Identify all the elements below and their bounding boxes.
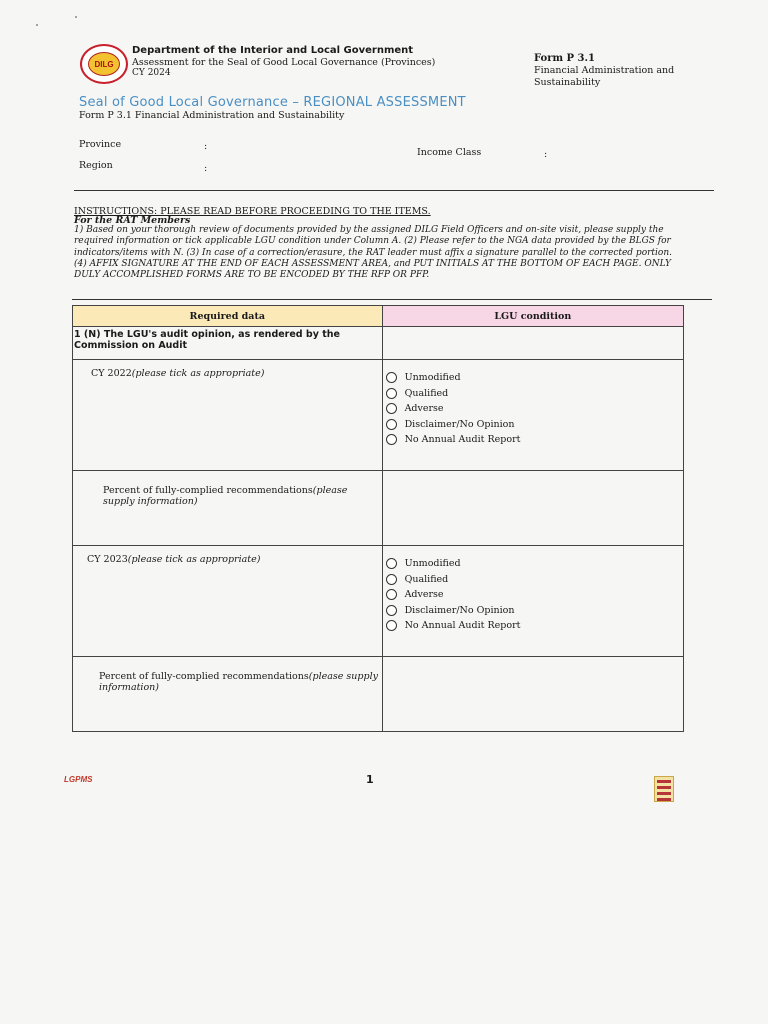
column-header-required-data: Required data — [73, 306, 383, 327]
option-no-report-2022[interactable] — [386, 432, 683, 448]
lgpms-logo: LGPMS — [64, 775, 93, 784]
assessment-year: CY 2024 — [132, 68, 171, 78]
radio-button[interactable] — [386, 388, 397, 399]
option-disclaimer-2023[interactable] — [386, 603, 683, 619]
radio-button[interactable] — [386, 605, 397, 616]
income-class-field[interactable] — [554, 147, 684, 161]
column-header-lgu-condition: LGU condition — [382, 306, 683, 327]
scan-speck — [36, 24, 38, 26]
page-number: 1 — [366, 773, 374, 786]
option-adverse-2023[interactable] — [386, 587, 683, 603]
province-field[interactable] — [214, 140, 394, 154]
option-label: Disclaimer/No Opinion — [404, 418, 515, 430]
instructions-body: 1) Based on your thorough review of documents provided by the assigned DILG Field Officers and on-site visit, please supply the required information or tick applicable LGU condition under Column A. (2) Please refer to the NGA data provided by the BLGS for indicators/items with N. (3) In case of a correction/erasure, the RAT leader must affix a signature parallel to the corrected portion. (4) AFFIX SIGNATURE AT THE END OF EACH ASSESSMENT AREA, and PUT INITIALS AT THE BOTTOM OF EACH PAGE. ONLY DULY ACCOMPLISHED FORMS ARE TO BE ENCODED BY THE RFP OR PFP. — [74, 225, 672, 281]
radio-button[interactable] — [386, 419, 397, 430]
option-label: No Annual Audit Report — [404, 434, 521, 446]
assessment-table — [72, 305, 684, 732]
option-label: Qualified — [404, 573, 449, 585]
province-label: Province — [79, 139, 122, 150]
radio-button[interactable] — [386, 403, 397, 414]
option-label: Disclaimer/No Opinion — [404, 604, 515, 616]
cy-2023-options — [383, 546, 683, 634]
item-title: 1 (N) The LGU's audit opinion, as rendered by the Commission on Audit — [73, 327, 383, 360]
pct-2022-cell — [73, 471, 383, 546]
province-colon: : — [204, 141, 208, 152]
option-label: No Annual Audit Report — [404, 620, 521, 632]
pct-2022-input-cell[interactable] — [382, 471, 683, 546]
item-title-blank-cell — [382, 327, 683, 360]
option-label: Unmodified — [404, 558, 461, 570]
cy-2022-options — [383, 360, 683, 448]
cy-2022-note: (please tick as appropriate) — [131, 368, 265, 379]
scan-speck — [75, 16, 77, 18]
option-label: Adverse — [404, 403, 444, 415]
option-label: Adverse — [404, 589, 444, 601]
region-field[interactable] — [214, 161, 394, 175]
radio-button[interactable] — [386, 372, 397, 383]
cy-2023-options-cell — [382, 546, 683, 657]
instructions-heading: INSTRUCTIONS: PLEASE READ BEFORE PROCEEDING TO THE ITEMS. — [74, 206, 431, 217]
region-colon: : — [204, 163, 208, 174]
income-class-colon: : — [544, 149, 548, 160]
instructions-subheading: For the RAT Members — [74, 215, 191, 226]
radio-button[interactable] — [386, 589, 397, 600]
cy-2022-cell — [73, 360, 383, 471]
option-unmodified-2023[interactable] — [386, 556, 683, 572]
option-disclaimer-2022[interactable] — [386, 417, 683, 433]
pct-2023-cell — [73, 657, 383, 732]
pct-2022-label: Percent of fully-complied recommendations — [103, 485, 313, 496]
radio-button[interactable] — [386, 620, 397, 631]
dilg-logo-text: DILG — [88, 52, 120, 76]
cy-2022-label: CY 2022 — [91, 368, 132, 379]
income-class-label: Income Class — [417, 147, 482, 158]
cy-2023-cell — [73, 546, 383, 657]
radio-button[interactable] — [386, 574, 397, 585]
cy-2022-options-cell — [382, 360, 683, 471]
divider — [72, 299, 712, 300]
option-qualified-2022[interactable] — [386, 386, 683, 402]
option-label: Unmodified — [404, 372, 461, 384]
option-label: Qualified — [404, 387, 449, 399]
dilg-seal-logo — [80, 44, 128, 84]
pct-2022-note: (please supply information) — [103, 485, 348, 507]
cy-2023-note: (please tick as appropriate) — [127, 554, 261, 565]
radio-button[interactable] — [386, 434, 397, 445]
page-subtitle: Form P 3.1 Financial Administration and Sustainability — [79, 110, 345, 121]
option-unmodified-2022[interactable] — [386, 370, 683, 386]
pct-2023-note: (please supply information) — [99, 671, 378, 693]
radio-button[interactable] — [386, 558, 397, 569]
option-adverse-2022[interactable] — [386, 401, 683, 417]
divider — [74, 190, 714, 191]
form-area: Financial Administration and Sustainability — [534, 65, 675, 88]
region-label: Region — [79, 160, 113, 171]
option-no-report-2023[interactable] — [386, 618, 683, 634]
pct-2023-label: Percent of fully-complied recommendations — [99, 671, 309, 682]
cy-2023-label: CY 2023 — [87, 554, 128, 565]
assessment-name: Assessment for the Seal of Good Local Governance (Provinces) — [132, 57, 436, 68]
pct-2023-input-cell[interactable] — [382, 657, 683, 732]
option-qualified-2023[interactable] — [386, 572, 683, 588]
department-name: Department of the Interior and Local Government — [132, 45, 414, 56]
page-title: Seal of Good Local Governance – REGIONAL ASSESSMENT — [79, 95, 466, 110]
seal-badge-icon — [654, 776, 674, 802]
form-code: Form P 3.1 — [534, 53, 595, 64]
